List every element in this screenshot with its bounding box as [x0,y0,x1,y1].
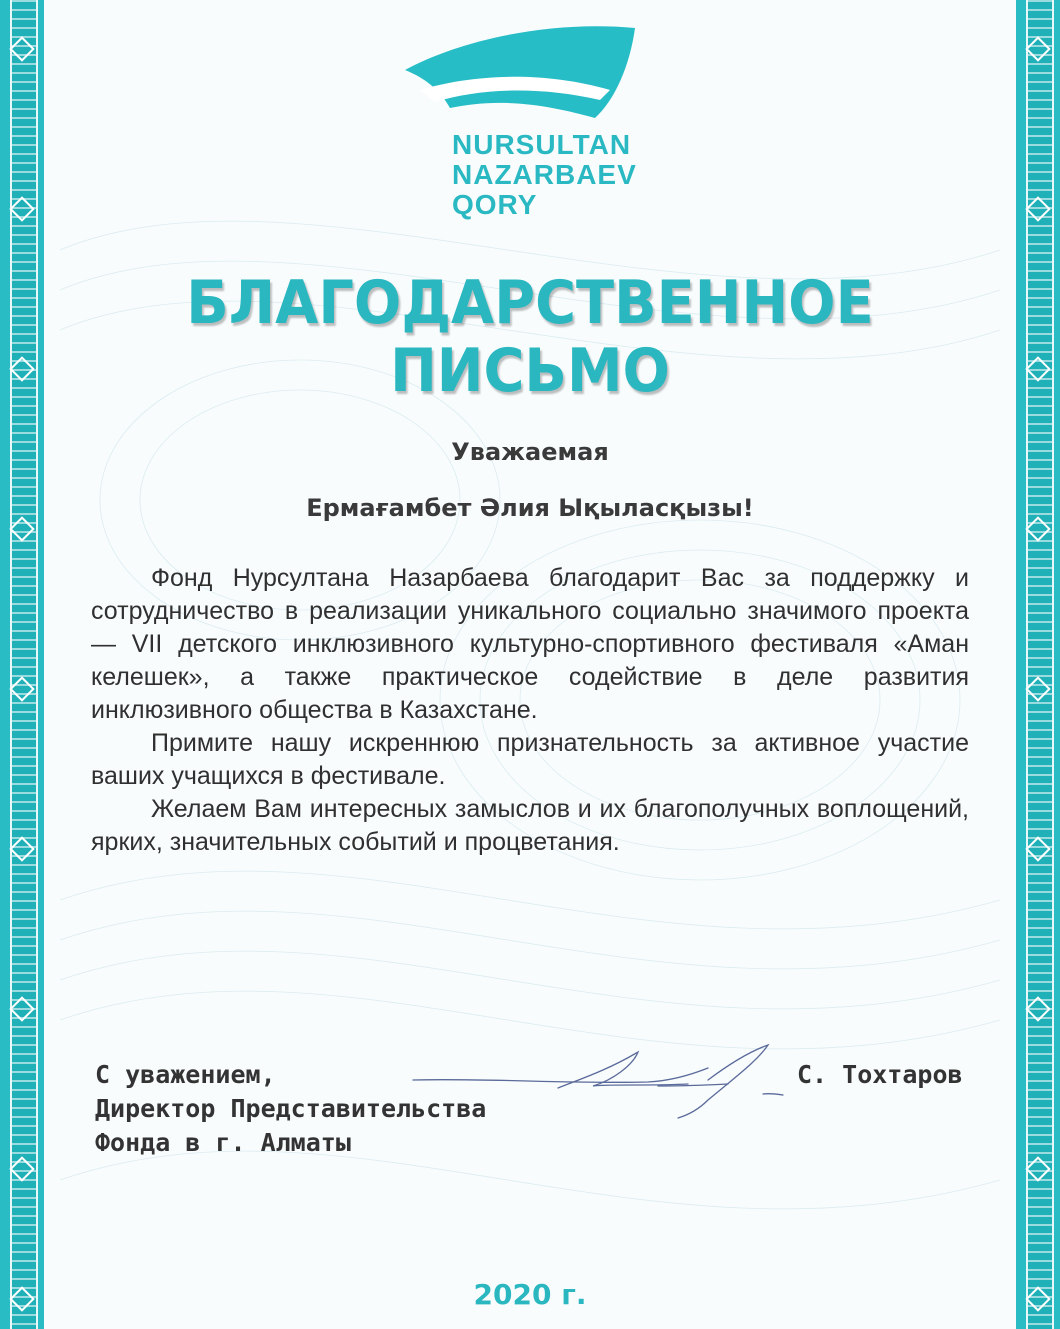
body-paragraph: Примите нашу искреннюю признательность за активное участие ваших учащихся в фестивале. [91,729,969,790]
signoff-line-1: С уважением, [95,1060,276,1089]
ornamental-border-right [1016,0,1060,1329]
signoff-line-3: Фонда в г. Алматы [95,1128,351,1157]
letter-body [91,562,969,859]
signoff-line-2: Директор Представительства [95,1094,487,1123]
signatory-name: С. Тохтаров [797,1060,963,1089]
logo-line-2: NAZARBAEV [452,159,637,190]
handwritten-signature [408,1040,788,1120]
logo-line-3: QORY [452,189,538,220]
title-line-1: БЛАГОДАРСТВЕННОЕ [186,268,874,338]
greeting: Уважаемая [451,438,609,466]
title-line-2: ПИСЬМО [390,336,670,406]
nazarbaev-fund-wave-logo-icon [400,20,660,120]
year: 2020 г. [473,1278,587,1311]
logo-line-1: NURSULTAN [452,129,632,160]
ornamental-border-left [0,0,44,1329]
body-paragraph: Фонд Нурсултана Назарбаева благодарит Вас за поддержку и сотрудничество в реализации уникального социально значимого проекта — VII детского инклюзивного культурно-спортивного фестиваля «Аман келешек», а также практическое содействие в деле развития инклюзивного общества в Казахстане. [91,564,969,724]
recipient-name: Ермағамбет Әлия Ықыласқызы! [306,494,754,522]
body-paragraph: Желаем Вам интересных замыслов и их благополучных воплощений, ярких, значительных событий и процветания. [91,795,969,856]
logo-wordmark [452,130,637,220]
